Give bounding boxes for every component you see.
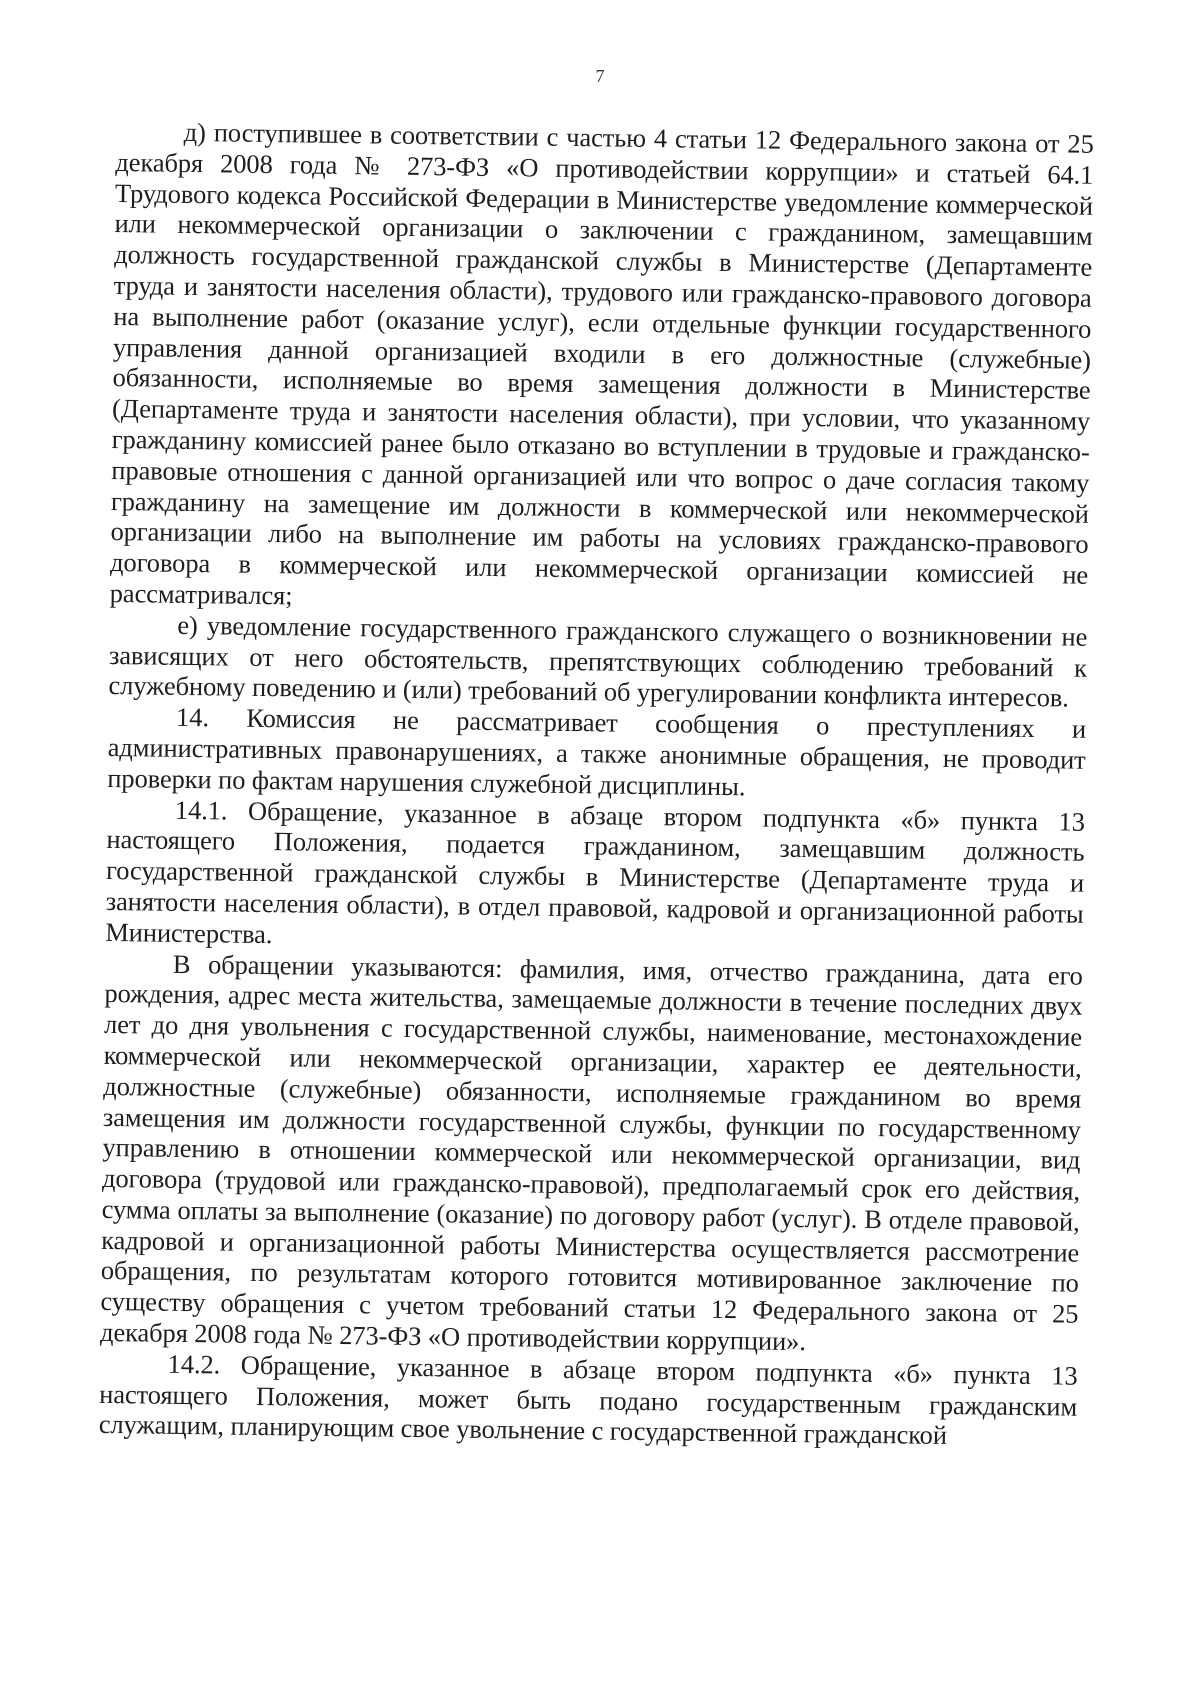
- paragraph-14-2: 14.2. Обращение, указанное в абзаце втором подпункта «б» пункта 13 настоящего Положения, может быть подано государственным гражданским служащим, планирующим свое увольнение с государственной гражданской: [98, 1348, 1078, 1451]
- paragraph-14: 14. Комиссия не рассматривает сообщения о преступлениях и административных правонарушениях, а также анонимные обращения, не проводит проверки по фактам нарушения служебной дисциплины.: [107, 701, 1087, 802]
- paragraph-14-1-details: В обращении указываются: фамилия, имя, отчество гражданина, дата его рождения, адрес места жительства, замещаемые должности в течение последних двух лет до дня увольнения с государственной службы, наименование, местонахождение коммерческой или некоммерческой организации, характер ее деятельности, должностные (служебные) обязанности, исполняемые гражданином во время замещения им должности государственной службы, функции по государственному управлению в отношении коммерческой или некоммерческой организации, вид договора (трудовой или гражданско-правовой), предполагаемый срок его действия, сумма оплаты за выполнение (оказание) по договору работ (услуг). В отделе правовой, кадровой и организационной работы Министерства осуществляется рассмотрение обращения, по результатам которого готовится мотивированное заключение по существу обращения с учетом требований статьи 12 Федерального закона от 25 декабря 2008 года № 273-ФЗ «О противодействии коррупции».: [99, 948, 1084, 1357]
- paragraph-d: д) поступившее в соответствии с частью 4 статьи 12 Федерального закона от 25 декабря 2008 года № 273-ФЗ «О противодействии коррупции» и статьей 64.1 Трудового кодекса Российской Федерации в Министерстве уведомление коммерческой или некоммерческой организации о заключении с гражданином, замещавшим должность государственной гражданской службы в Министерстве (Департаменте труда и занятости населения области), трудового или гражданско-правового договора на выполнение работ (оказание услуг), если отдельные функции государственного управления данной организацией входили в его должностные (служебные) обязанности, исполняемые во время замещения должности в Министерстве (Департаменте труда и занятости населения области), при условии, что указанному гражданину комиссией ранее было отказано во вступлении в трудовые и гражданско-правовые отношения с данной организацией или что вопрос о даче согласия такому гражданину на замещение им должности в коммерческой или некоммерческой организации либо на выполнение им работы на условиях гражданско-правового договора в коммерческой или некоммерческой организации комиссией не рассматривался;: [109, 116, 1094, 611]
- paragraph-e: е) уведомление государственного гражданского служащего о возникновении не зависящих от него обстоятельств, препятствующих соблюдению требований к служебному поведению и (или) требований об урегулировании конфликта интересов.: [108, 609, 1088, 713]
- paragraph-14-1: 14.1. Обращение, указанное в абзаце втором подпункта «б» пункта 13 настоящего Положения, подается гражданином, замещавшим должность государственной гражданской службы в Министерстве (Департаменте труда и занятости населения области), в отдел правовой, кадровой и организационной работы Министерства.: [105, 794, 1086, 949]
- page-number: 7: [595, 66, 605, 86]
- document-body: [99, 116, 1094, 1453]
